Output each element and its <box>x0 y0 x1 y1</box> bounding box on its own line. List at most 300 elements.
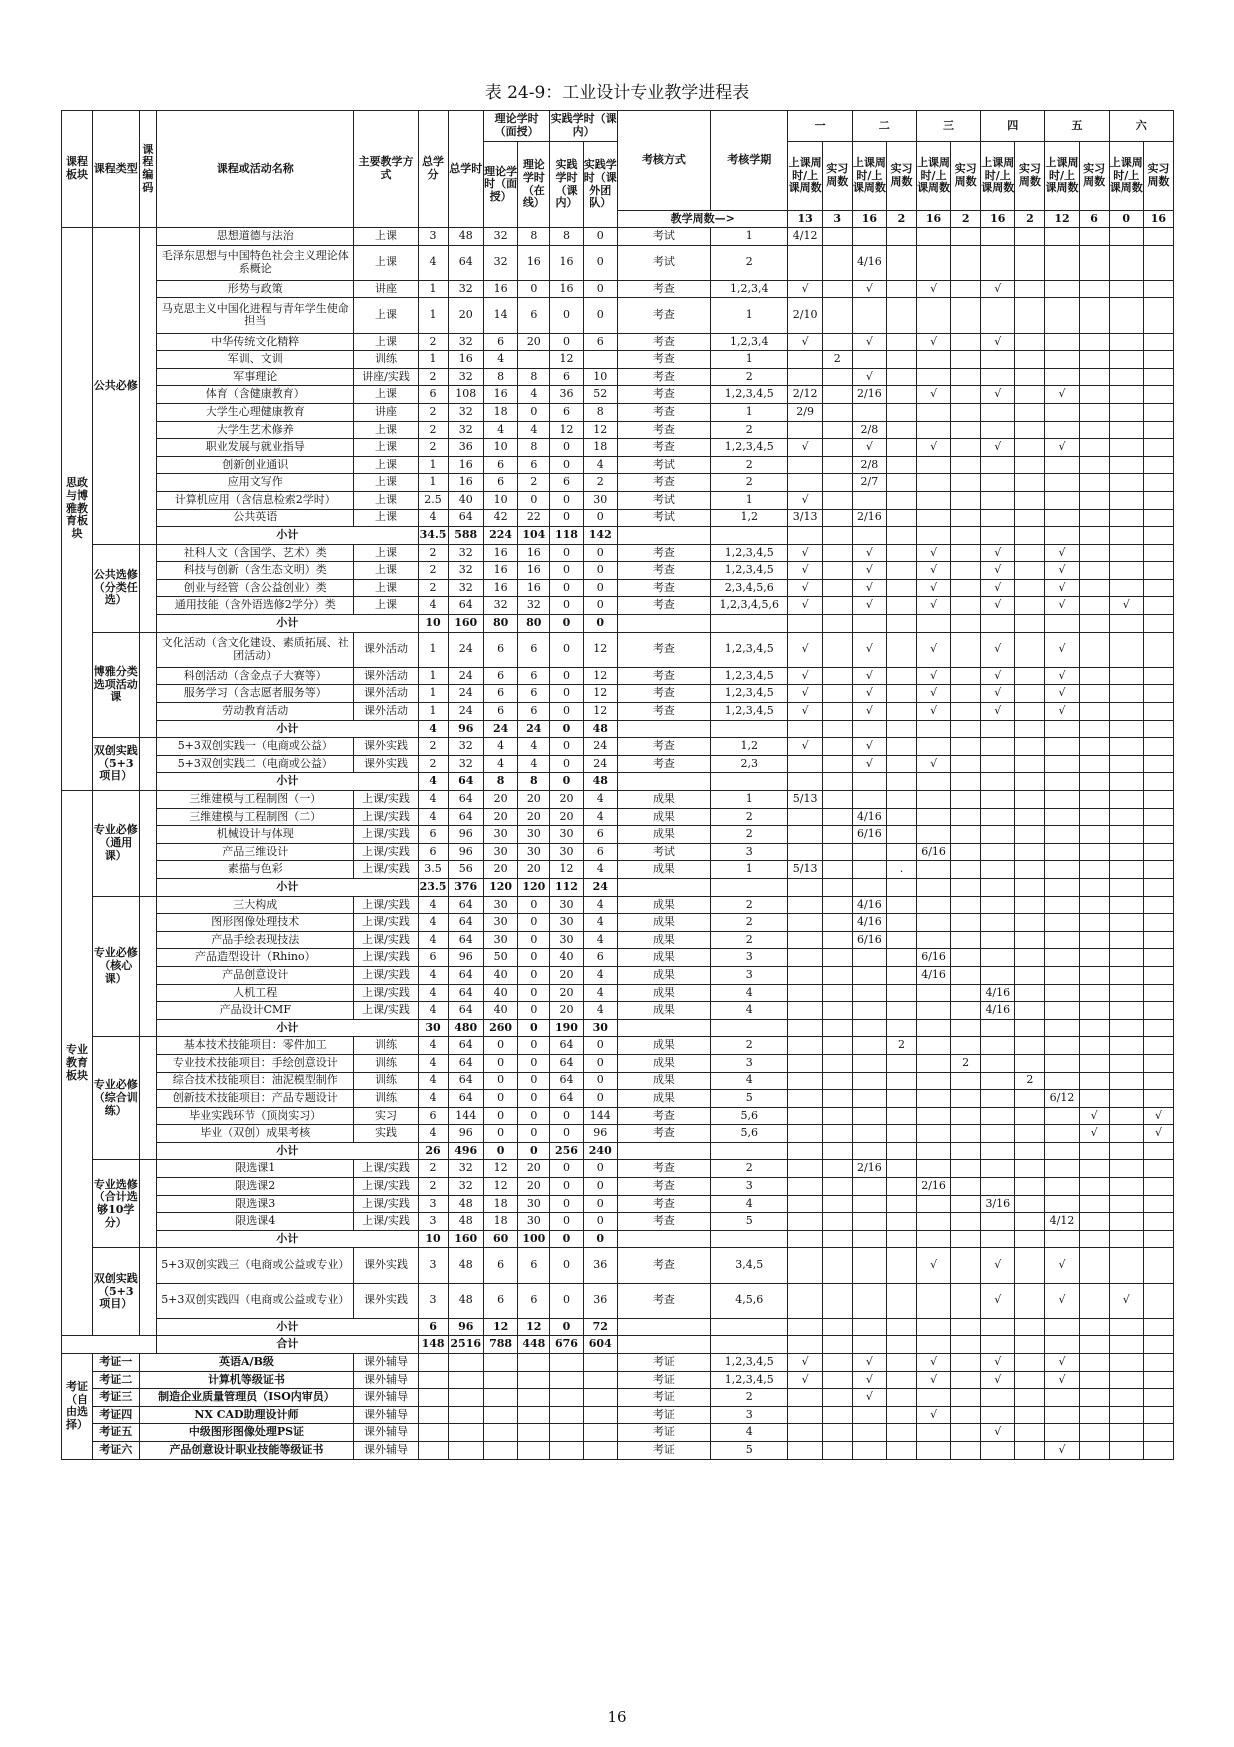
t1-intern <box>822 703 852 721</box>
exam-method: 考试 <box>617 228 710 246</box>
exam-method: 考证 <box>617 1424 710 1442</box>
exam-term: 2 <box>710 914 788 932</box>
t5-lecture <box>1045 1406 1079 1424</box>
t1-intern <box>822 931 852 949</box>
practice-in: 0 <box>550 439 583 457</box>
t5-intern <box>1079 1283 1109 1318</box>
t6-lecture <box>1109 298 1143 333</box>
t6-intern <box>1143 914 1173 932</box>
exam-method: 成果 <box>617 1054 710 1072</box>
exam-method: 考查 <box>617 403 710 421</box>
empty-cell <box>1143 720 1173 738</box>
exam-method: 考查 <box>617 1248 710 1283</box>
practice-in: 0 <box>550 1125 583 1143</box>
t1-lecture <box>788 351 822 369</box>
exam-term: 1,2 <box>710 738 788 756</box>
subtotal-value: 260 <box>483 1019 517 1037</box>
total-value: 448 <box>518 1336 550 1354</box>
course-name: 5+3双创实践三（电商或公益或专业） <box>157 1248 354 1283</box>
t5-lecture: √ <box>1045 1371 1079 1389</box>
subtotal-row <box>62 1230 1174 1248</box>
table-row <box>62 738 1174 756</box>
theory-online: 30 <box>518 1213 550 1231</box>
empty-cell <box>518 1389 550 1407</box>
t3-lecture <box>916 1107 950 1125</box>
empty-cell <box>852 773 886 791</box>
t3-lecture <box>916 1389 950 1407</box>
t2-intern <box>887 667 917 685</box>
t5-intern <box>1079 914 1109 932</box>
practice-out: 12 <box>583 667 617 685</box>
t6-lecture <box>1109 1054 1143 1072</box>
teaching-method: 课外活动 <box>354 703 418 721</box>
t4-lecture <box>981 1037 1015 1055</box>
t4-lecture <box>981 474 1015 492</box>
course-name: 大学生心理健康教育 <box>157 403 354 421</box>
subtotal-value: 120 <box>483 878 517 896</box>
teaching-method: 课外实践 <box>354 1283 418 1318</box>
header-week-count: 16 <box>981 211 1015 228</box>
total-hours: 64 <box>448 984 483 1002</box>
course-name: 三大构成 <box>157 896 354 914</box>
empty-cell <box>583 1406 617 1424</box>
t5-lecture <box>1045 791 1079 809</box>
t2-lecture <box>852 228 886 246</box>
practice-out: 0 <box>583 544 617 562</box>
t3-lecture: √ <box>916 597 950 615</box>
practice-in: 0 <box>550 738 583 756</box>
t2-intern <box>887 1248 917 1283</box>
practice-in: 20 <box>550 1002 583 1020</box>
t4-lecture <box>981 738 1015 756</box>
t1-lecture: √ <box>788 1354 822 1372</box>
t1-intern <box>822 914 852 932</box>
t3-lecture <box>916 1054 950 1072</box>
t3-intern <box>951 1002 981 1020</box>
subtotal-label: 小计 <box>157 615 418 633</box>
t6-intern <box>1143 1354 1173 1372</box>
t1-intern <box>822 1072 852 1090</box>
empty-cell <box>1109 1142 1143 1160</box>
table-row <box>62 1248 1174 1283</box>
t1-lecture: √ <box>788 579 822 597</box>
t5-lecture <box>1045 421 1079 439</box>
t4-lecture <box>981 1090 1015 1108</box>
practice-out: 18 <box>583 439 617 457</box>
empty-cell <box>1109 720 1143 738</box>
t6-intern <box>1143 755 1173 773</box>
t1-intern <box>822 808 852 826</box>
t6-intern <box>1143 966 1173 984</box>
empty-cell <box>1143 615 1173 633</box>
t1-lecture: √ <box>788 667 822 685</box>
empty-cell <box>1015 1336 1045 1354</box>
t6-lecture <box>1109 1072 1143 1090</box>
t2-intern <box>887 632 917 667</box>
header-intern-weeks: 实习周数 <box>1143 142 1173 211</box>
practice-out: 4 <box>583 896 617 914</box>
total-credits: 1 <box>418 456 448 474</box>
t3-lecture <box>916 228 950 246</box>
theory-online: 32 <box>518 597 550 615</box>
table-row <box>62 685 1174 703</box>
header-intern-weeks: 实习周数 <box>1015 142 1045 211</box>
total-credits: 4 <box>418 791 448 809</box>
exam-method: 成果 <box>617 931 710 949</box>
t1-lecture <box>788 368 822 386</box>
course-name: 5+3双创实践一（电商或公益） <box>157 738 354 756</box>
t3-lecture: √ <box>916 579 950 597</box>
exam-term: 1,2,3,4,5 <box>710 562 788 580</box>
t4-intern <box>1015 280 1045 298</box>
table-row <box>62 562 1174 580</box>
exam-term: 4,5,6 <box>710 1283 788 1318</box>
practice-out: 0 <box>583 1090 617 1108</box>
t3-intern <box>951 1090 981 1108</box>
t3-intern <box>951 509 981 527</box>
t6-lecture <box>1109 931 1143 949</box>
header-practice-out: 实践学时（课外团队） <box>583 142 617 228</box>
course-name: 限选课4 <box>157 1213 354 1231</box>
t5-intern <box>1079 685 1109 703</box>
subtotal-value: 10 <box>418 1230 448 1248</box>
t2-lecture: √ <box>852 685 886 703</box>
practice-out: 4 <box>583 914 617 932</box>
t3-lecture: √ <box>916 386 950 404</box>
theory-online: 20 <box>518 1178 550 1196</box>
t1-lecture <box>788 474 822 492</box>
subtotal-value: 80 <box>518 615 550 633</box>
course-name: 图形图像处理技术 <box>157 914 354 932</box>
empty-cell <box>1079 527 1109 545</box>
t2-intern <box>887 1406 917 1424</box>
course-name: 军训、文训 <box>157 351 354 369</box>
subtotal-value: 118 <box>550 527 583 545</box>
t6-intern <box>1143 245 1173 280</box>
table-row <box>62 421 1174 439</box>
exam-term: 3,4,5 <box>710 1248 788 1283</box>
practice-out: 4 <box>583 456 617 474</box>
empty-cell <box>981 773 1015 791</box>
exam-method: 成果 <box>617 896 710 914</box>
t6-lecture <box>1109 544 1143 562</box>
total-hours: 96 <box>448 949 483 967</box>
total-credits: 4 <box>418 509 448 527</box>
table-row <box>62 386 1174 404</box>
t5-intern <box>1079 298 1109 333</box>
teaching-method: 上课 <box>354 562 418 580</box>
empty-cell <box>518 1354 550 1372</box>
exam-method: 考查 <box>617 1283 710 1318</box>
table-row <box>62 474 1174 492</box>
t4-lecture <box>981 1107 1015 1125</box>
exam-method: 成果 <box>617 984 710 1002</box>
t1-lecture <box>788 1107 822 1125</box>
empty-cell <box>710 615 788 633</box>
t2-lecture <box>852 1037 886 1055</box>
practice-in: 40 <box>550 949 583 967</box>
t4-intern <box>1015 474 1045 492</box>
t2-intern <box>887 474 917 492</box>
total-hours: 32 <box>448 1160 483 1178</box>
t1-intern <box>822 456 852 474</box>
practice-out: 6 <box>583 843 617 861</box>
t2-lecture: 6/16 <box>852 826 886 844</box>
practice-in: 6 <box>550 368 583 386</box>
theory-face: 30 <box>483 843 517 861</box>
table-row <box>62 632 1174 667</box>
t2-intern <box>887 1054 917 1072</box>
subtotal-value: 4 <box>418 773 448 791</box>
exam-term: 4 <box>710 1002 788 1020</box>
t3-intern <box>951 474 981 492</box>
practice-out: 12 <box>583 685 617 703</box>
t6-lecture <box>1109 808 1143 826</box>
empty-cell <box>710 878 788 896</box>
practice-out: 4 <box>583 808 617 826</box>
t6-intern <box>1143 1195 1173 1213</box>
t2-lecture: √ <box>852 755 886 773</box>
t2-lecture: √ <box>852 439 886 457</box>
t6-intern <box>1143 597 1173 615</box>
subtotal-value: 588 <box>448 527 483 545</box>
t3-lecture <box>916 1072 950 1090</box>
t2-intern <box>887 896 917 914</box>
t1-lecture <box>788 1090 822 1108</box>
empty-cell <box>710 1142 788 1160</box>
empty-cell <box>1015 1230 1045 1248</box>
empty-cell <box>1079 773 1109 791</box>
total-credits: 4 <box>418 1054 448 1072</box>
t6-intern <box>1143 562 1173 580</box>
theory-online: 30 <box>518 1195 550 1213</box>
header-practice-in: 实践学时（课内） <box>550 142 583 228</box>
t4-intern <box>1015 439 1045 457</box>
exam-term: 2 <box>710 474 788 492</box>
cert-id: 考证六 <box>93 1441 140 1459</box>
subtotal-value: 0 <box>550 720 583 738</box>
t1-intern <box>822 298 852 333</box>
total-hours: 32 <box>448 544 483 562</box>
t2-lecture <box>852 1002 886 1020</box>
t1-intern <box>822 843 852 861</box>
exam-method: 成果 <box>617 1037 710 1055</box>
t6-intern <box>1143 1406 1173 1424</box>
t4-intern <box>1015 1424 1045 1442</box>
t6-lecture: √ <box>1109 1283 1143 1318</box>
t2-lecture: √ <box>852 368 886 386</box>
table-row <box>62 1195 1174 1213</box>
t1-intern <box>822 632 852 667</box>
theory-online: 0 <box>518 1125 550 1143</box>
theory-face: 14 <box>483 298 517 333</box>
t4-intern <box>1015 1248 1045 1283</box>
t2-intern <box>887 245 917 280</box>
theory-online: 0 <box>518 966 550 984</box>
header-term-5: 五 <box>1045 111 1109 142</box>
t4-intern <box>1015 1195 1045 1213</box>
practice-in: 0 <box>550 685 583 703</box>
subtotal-value: 0 <box>550 615 583 633</box>
t2-lecture <box>852 1054 886 1072</box>
t5-intern <box>1079 1389 1109 1407</box>
t2-lecture <box>852 1072 886 1090</box>
t2-intern <box>887 808 917 826</box>
t2-lecture: 2/7 <box>852 474 886 492</box>
t4-lecture: √ <box>981 685 1015 703</box>
t5-lecture: √ <box>1045 632 1079 667</box>
empty-cell <box>981 1318 1015 1336</box>
t1-lecture <box>788 1195 822 1213</box>
t3-lecture <box>916 1213 950 1231</box>
t2-intern <box>887 791 917 809</box>
practice-out: 0 <box>583 1054 617 1072</box>
t5-intern <box>1079 509 1109 527</box>
t5-lecture <box>1045 351 1079 369</box>
course-name: 科技与创新（含生态文明）类 <box>157 562 354 580</box>
empty-cell <box>710 773 788 791</box>
t5-intern <box>1079 738 1109 756</box>
t1-lecture <box>788 1054 822 1072</box>
subtotal-value: 10 <box>418 615 448 633</box>
empty-cell <box>822 720 852 738</box>
t4-intern <box>1015 984 1045 1002</box>
theory-face: 10 <box>483 439 517 457</box>
t1-lecture: √ <box>788 333 822 351</box>
t4-lecture <box>981 931 1015 949</box>
theory-face: 6 <box>483 1283 517 1318</box>
total-credits: 4 <box>418 245 448 280</box>
empty-cell <box>887 878 917 896</box>
exam-term: 2 <box>710 368 788 386</box>
empty-cell <box>617 1019 710 1037</box>
exam-method: 考证 <box>617 1441 710 1459</box>
t4-intern <box>1015 1371 1045 1389</box>
t4-lecture: 4/16 <box>981 1002 1015 1020</box>
t3-intern <box>951 685 981 703</box>
t3-lecture <box>916 931 950 949</box>
total-hours: 24 <box>448 667 483 685</box>
exam-method: 考查 <box>617 755 710 773</box>
t6-intern <box>1143 1002 1173 1020</box>
empty-cell <box>1045 1019 1079 1037</box>
t1-intern <box>822 949 852 967</box>
t5-lecture: √ <box>1045 667 1079 685</box>
cert-name: 计算机等级证书 <box>139 1371 354 1389</box>
empty-cell <box>1015 1142 1045 1160</box>
theory-online: 6 <box>518 298 550 333</box>
total-hours: 144 <box>448 1107 483 1125</box>
exam-method: 考查 <box>617 579 710 597</box>
exam-term: 1,2,3,4,5 <box>710 1354 788 1372</box>
course-code-cell <box>139 1248 157 1336</box>
t3-lecture <box>916 1195 950 1213</box>
practice-in: 0 <box>550 1248 583 1283</box>
course-name: 创业与经管（含公益创业）类 <box>157 579 354 597</box>
course-type-cell: 专业必修（核心课） <box>93 896 140 1037</box>
empty-cell <box>1143 1336 1173 1354</box>
empty-cell <box>1109 878 1143 896</box>
empty-cell <box>852 1318 886 1336</box>
t5-lecture <box>1045 368 1079 386</box>
t3-intern <box>951 826 981 844</box>
t3-intern <box>951 280 981 298</box>
exam-term: 2,3 <box>710 755 788 773</box>
teaching-method: 上课/实践 <box>354 949 418 967</box>
empty-cell <box>887 773 917 791</box>
theory-online: 0 <box>518 280 550 298</box>
exam-method: 成果 <box>617 1090 710 1108</box>
t4-lecture <box>981 861 1015 879</box>
empty-cell <box>483 1424 517 1442</box>
practice-in: 0 <box>550 562 583 580</box>
course-name: 素描与色彩 <box>157 861 354 879</box>
t6-intern <box>1143 1072 1173 1090</box>
theory-online: 20 <box>518 791 550 809</box>
t2-intern <box>887 1002 917 1020</box>
empty-cell <box>1079 1019 1109 1037</box>
t5-intern <box>1079 456 1109 474</box>
t2-intern <box>887 280 917 298</box>
empty-cell <box>418 1424 448 1442</box>
course-name: 限选课2 <box>157 1178 354 1196</box>
total-credits: 6 <box>418 1107 448 1125</box>
empty-cell <box>822 615 852 633</box>
t4-lecture <box>981 914 1015 932</box>
theory-online: 4 <box>518 738 550 756</box>
t4-intern <box>1015 966 1045 984</box>
t5-intern <box>1079 984 1109 1002</box>
empty-cell <box>550 1389 583 1407</box>
t5-intern <box>1079 1371 1109 1389</box>
t3-lecture <box>916 491 950 509</box>
course-name: 中华传统文化精粹 <box>157 333 354 351</box>
course-name: 职业发展与就业指导 <box>157 439 354 457</box>
theory-online: 22 <box>518 509 550 527</box>
t4-intern <box>1015 896 1045 914</box>
t3-intern <box>951 579 981 597</box>
header-method: 主要教学方式 <box>354 111 418 228</box>
subtotal-value: 0 <box>550 1230 583 1248</box>
t2-lecture: 4/16 <box>852 914 886 932</box>
t4-lecture <box>981 403 1015 421</box>
table-row <box>62 861 1174 879</box>
t3-intern <box>951 1125 981 1143</box>
t6-lecture <box>1109 1002 1143 1020</box>
t2-lecture <box>852 1213 886 1231</box>
course-type-cell: 博雅分类选项活动课 <box>93 632 140 738</box>
t3-lecture <box>916 1037 950 1055</box>
practice-out: 0 <box>583 280 617 298</box>
empty-cell <box>788 720 822 738</box>
exam-term: 1,2,3,4 <box>710 333 788 351</box>
practice-in: 12 <box>550 421 583 439</box>
practice-in: 0 <box>550 1160 583 1178</box>
teaching-method: 上课/实践 <box>354 1195 418 1213</box>
t6-lecture <box>1109 228 1143 246</box>
practice-out: 4 <box>583 1002 617 1020</box>
subtotal-value: 48 <box>583 773 617 791</box>
t1-lecture: √ <box>788 562 822 580</box>
t3-intern <box>951 403 981 421</box>
total-credits: 1 <box>418 703 448 721</box>
exam-term: 1 <box>710 491 788 509</box>
t4-intern <box>1015 791 1045 809</box>
course-type-cell: 公共选修（分类任选） <box>93 544 140 632</box>
t4-lecture <box>981 896 1015 914</box>
t1-lecture: 2/10 <box>788 298 822 333</box>
t6-lecture <box>1109 1195 1143 1213</box>
